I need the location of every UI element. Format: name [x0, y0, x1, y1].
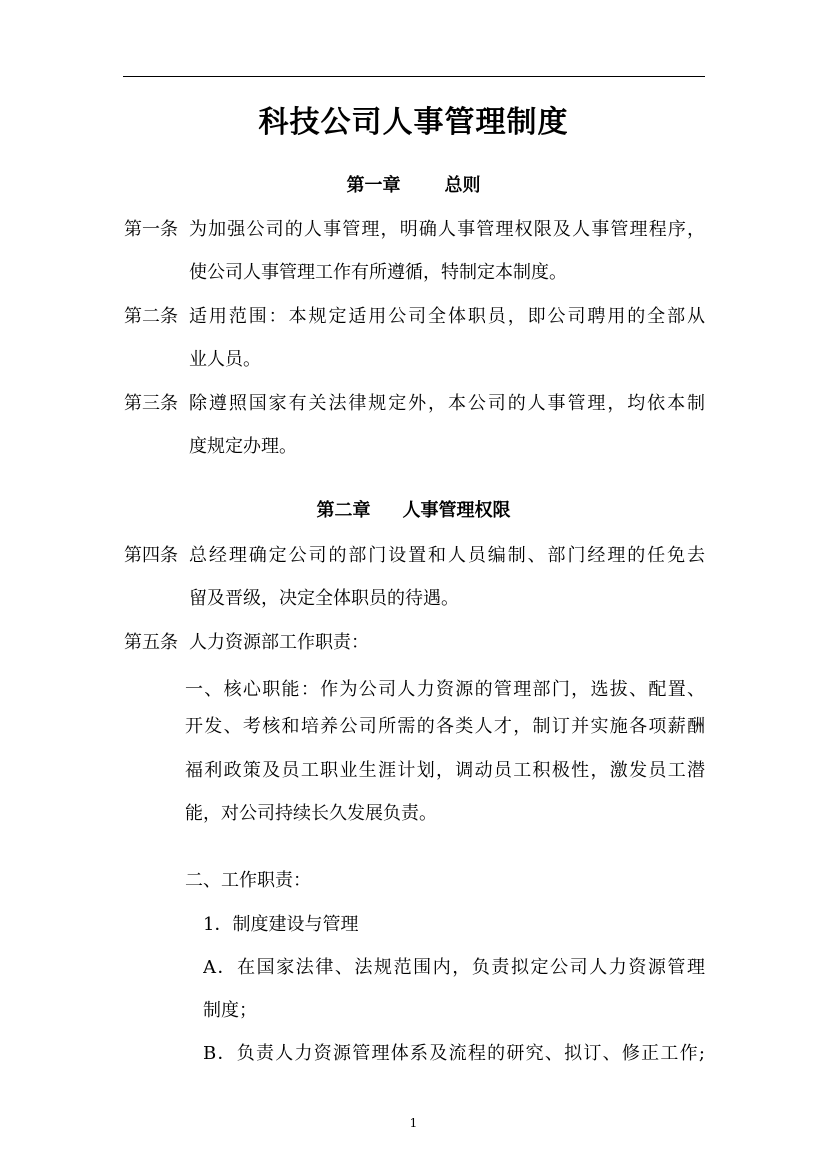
article-1-line-1: 为加强公司的人事管理，明确人事管理权限及人事管理程序，	[189, 219, 705, 240]
article-2-number: 第二条	[124, 306, 178, 327]
core-function-line-1: 一、核心职能：作为公司人力资源的管理部门，选拔、配置、	[185, 679, 705, 700]
chapter-2-label: 第二章	[316, 500, 371, 521]
duties-heading: 二、工作职责：	[185, 870, 311, 891]
core-function-line-4: 能，对公司持续长久发展负责。	[185, 803, 437, 824]
chapter-1-label: 第一章	[346, 175, 401, 196]
article-3-line-1: 除遵照国家有关法律规定外，本公司的人事管理，均依本制	[189, 393, 705, 414]
chapter-2-name: 人事管理权限	[402, 500, 511, 521]
core-function-line-2: 开发、考核和培养公司所需的各类人才，制订并实施各项薪酬	[185, 716, 705, 737]
article-1-line-2: 使公司人事管理工作有所遵循，特制定本制度。	[189, 262, 567, 283]
duty-item-1: 1．制度建设与管理	[203, 914, 359, 935]
article-2-line-2: 业人员。	[189, 349, 261, 370]
article-1-number: 第一条	[124, 219, 178, 240]
article-4-line-2: 留及晋级，决定全体职员的待遇。	[189, 588, 459, 609]
article-5-line-1: 人力资源部工作职责：	[189, 632, 369, 653]
header-rule	[123, 76, 705, 77]
article-5-number: 第五条	[124, 632, 178, 653]
duty-item-a-line-1: A．在国家法律、法规范围内，负责拟定公司人力资源管理	[203, 957, 705, 978]
document-title: 科技公司人事管理制度	[258, 105, 569, 140]
page-number: 1	[409, 1116, 418, 1130]
chapter-1-heading	[0, 172, 827, 200]
core-function-line-3: 福利政策及员工职业生涯计划，调动员工积极性，激发员工潜	[185, 760, 705, 781]
chapter-1-name: 总则	[444, 175, 481, 196]
article-4-number: 第四条	[124, 545, 178, 566]
article-3-number: 第三条	[124, 393, 178, 414]
chapter-2-heading	[0, 497, 827, 525]
duty-item-b-line-1: B．负责人力资源管理体系及流程的研究、拟订、修正工作;	[203, 1043, 705, 1064]
article-3-line-2: 度规定办理。	[189, 436, 297, 457]
duty-item-a-line-2: 制度；	[203, 1000, 257, 1021]
article-4-line-1: 总经理确定公司的部门设置和人员编制、部门经理的任免去	[189, 545, 705, 566]
article-2-line-1: 适用范围：本规定适用公司全体职员，即公司聘用的全部从	[189, 306, 705, 327]
